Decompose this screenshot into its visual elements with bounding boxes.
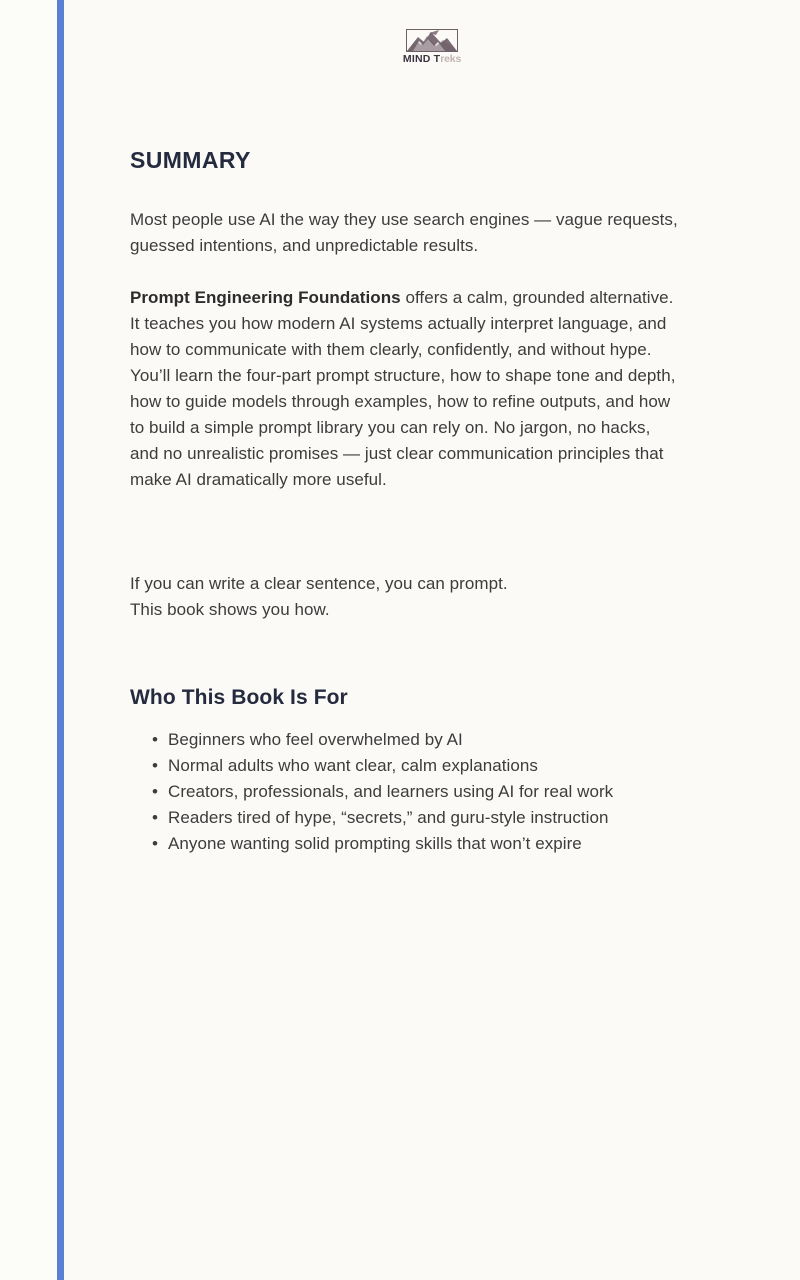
summary-paragraph-intro: Most people use AI the way they use search engines — vague requests, guessed intentions, and unpredictable results. <box>130 210 678 255</box>
list-item-label: Beginners who feel overwhelmed by AI <box>168 730 463 749</box>
bullet-icon: • <box>152 730 159 749</box>
closing-line-2: This book shows you how. <box>130 600 330 619</box>
brand-wordmark <box>403 53 461 65</box>
bullet-icon: • <box>152 808 159 827</box>
list-item <box>152 805 768 831</box>
list-item <box>152 831 768 857</box>
book-title-bold: Prompt Engineering Foundations <box>130 288 401 307</box>
list-item-label: Normal adults who want clear, calm explanations <box>168 756 538 775</box>
list-item <box>152 727 768 753</box>
brand-word-mind: MIND <box>402 53 431 65</box>
closing-line-1: If you can write a clear sentence, you can prompt. <box>130 574 508 593</box>
audience-heading: Who This Book Is For <box>130 686 348 709</box>
bullet-icon: • <box>152 756 159 775</box>
accent-stripe <box>57 0 64 1280</box>
list-item <box>152 779 768 805</box>
page-title: SUMMARY <box>130 147 251 173</box>
summary-paragraph-closing <box>130 571 680 623</box>
summary-paragraph-main-rest: offers a calm, grounded alternative. It teaches you how modern AI systems actually interpret language, and how to communicate with them clearly, confidently, and without hype. You’ll learn the four-part prompt structure, how to shape tone and depth, how to guide models through examples, how to refine outputs, and how to build a simple prompt library you can rely on. No jargon, no hacks, and no unrealistic promises — just clear communication principles that make AI dramatically more useful. <box>130 288 676 489</box>
brand-word-t: T <box>430 53 441 65</box>
mountain-icon <box>406 29 458 52</box>
left-gutter <box>0 0 57 1280</box>
audience-list <box>144 727 768 857</box>
list-item-label: Creators, professionals, and learners using AI for real work <box>168 782 614 801</box>
page-body <box>64 0 800 1280</box>
list-item <box>152 753 768 779</box>
list-item-label: Anyone wanting solid prompting skills that won’t expire <box>168 834 582 853</box>
bullet-icon: • <box>152 782 159 801</box>
bullet-icon: • <box>152 834 159 853</box>
list-item-label: Readers tired of hype, “secrets,” and guru-style instruction <box>168 808 609 827</box>
brand-word-reks: reks <box>440 53 462 65</box>
brand-logo <box>64 29 800 65</box>
summary-paragraph-main <box>130 285 680 493</box>
